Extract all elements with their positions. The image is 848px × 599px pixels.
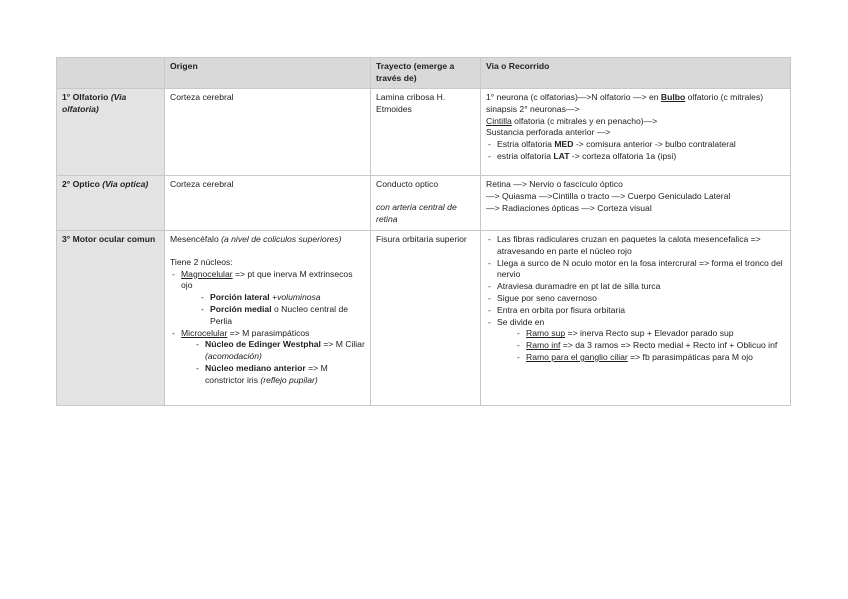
header-trayecto: Trayecto (emerge a través de) (371, 58, 481, 89)
origen-cell: Corteza cerebral (165, 89, 371, 176)
trayecto-cell: Fisura orbitaria superior (371, 231, 481, 406)
sub-list (515, 328, 786, 363)
list-item: - Porción lateral +voluminosa (199, 292, 366, 304)
list-item: - Núcleo mediano anterior => M constrictor iris (reflejo pupilar) (194, 363, 366, 387)
origen-line: Tiene 2 núcleos: (170, 256, 233, 267)
table-row (57, 176, 791, 231)
list-item: - Ramo inf => da 3 ramos => Recto medial + Recto inf + Oblicuo inf (515, 340, 786, 352)
nucleus-list (170, 269, 366, 293)
table-header-row (57, 58, 791, 89)
list-item: - Ramo sup => inerva Recto sup + Elevador parado sup (515, 328, 786, 340)
nucleus-list (170, 328, 366, 340)
via-line: —> Quiasma —>Cintilla o tracto —> Cuerpo Geniculado Lateral (486, 190, 731, 201)
trayecto-cell (371, 176, 481, 231)
list-item: - Núcleo de Edinger Westphal => M Ciliar (acomodación) (194, 339, 366, 363)
via-list (486, 234, 786, 328)
nerve-name: 3° Motor ocular comun (62, 234, 156, 244)
nerve-cell (57, 231, 165, 406)
list-item: - Se divide en (486, 317, 786, 329)
cranial-nerves-table (56, 57, 791, 406)
via-cell (481, 231, 791, 406)
origen-cell (165, 231, 371, 406)
via-cell (481, 176, 791, 231)
nerve-note: (Via optica) (102, 179, 149, 189)
via-cell (481, 89, 791, 176)
list-item: - Porción medial o Nucleo central de Perlia (199, 304, 366, 328)
via-line: Cintilla olfatoria (c mitrales y en penacho)—> (486, 115, 658, 126)
via-line: —> Radiaciones ópticas —> Corteza visual (486, 202, 652, 213)
list-item: - Ramo para el ganglio ciliar => fb parasimpáticas para M ojo (515, 352, 786, 364)
table-row (57, 231, 791, 406)
via-list (486, 139, 786, 163)
list-item: - Estria olfatoria MED -> comisura anterior -> bulbo contralateral (486, 139, 786, 151)
header-empty (57, 58, 165, 89)
list-item: - Sigue por seno cavernoso (486, 293, 786, 305)
list-item: - Microcelular => M parasimpáticos (170, 328, 366, 340)
header-origen: Origen (165, 58, 371, 89)
trayecto-note: con arteria central de retina (376, 201, 457, 224)
trayecto-cell: Lamina cribosa H. Etmoides (371, 89, 481, 176)
nerve-cell (57, 89, 165, 176)
list-item: - Magnocelular => pt que inerva M extrinsecos ojo (170, 269, 366, 293)
origen-line: Mesencéfalo (a nivel de coliculos superiores) (170, 234, 342, 244)
via-line: Retina —> Nervio o fascículo óptico (486, 179, 623, 189)
via-line: 1° neurona (c olfatorias)—>N olfatorio —> en Bulbo olfatorio (c mitrales) sinapsis 2° neuronas—> (486, 92, 764, 114)
sub-list (199, 292, 366, 327)
table-row (57, 89, 791, 176)
sub-list (194, 339, 366, 386)
nerve-name: 1° Olfatorio (62, 92, 109, 102)
origen-cell: Corteza cerebral (165, 176, 371, 231)
trayecto-text: Conducto optico (376, 179, 439, 189)
nerve-cell (57, 176, 165, 231)
list-item: - Atraviesa duramadre en pt lat de silla turca (486, 281, 786, 293)
via-line: Sustancia perforada anterior —> (486, 127, 611, 138)
list-item: - Las fibras radiculares cruzan en paquetes la calota mesencefalica => atravesando en parte el núcleo rojo (486, 234, 786, 258)
list-item: - estria olfatoria LAT -> corteza olfatoria 1a (ipsi) (486, 151, 786, 163)
nerve-note: (Via olfatoria) (62, 92, 127, 114)
list-item: - Entra en orbita por fisura orbitaria (486, 305, 786, 317)
list-item: - Llega a surco de N oculo motor en la fosa intercrural => forma el tronco del nervio (486, 258, 786, 282)
header-via: Via o Recorrido (481, 58, 791, 89)
nerve-name: 2° Optico (62, 179, 100, 189)
